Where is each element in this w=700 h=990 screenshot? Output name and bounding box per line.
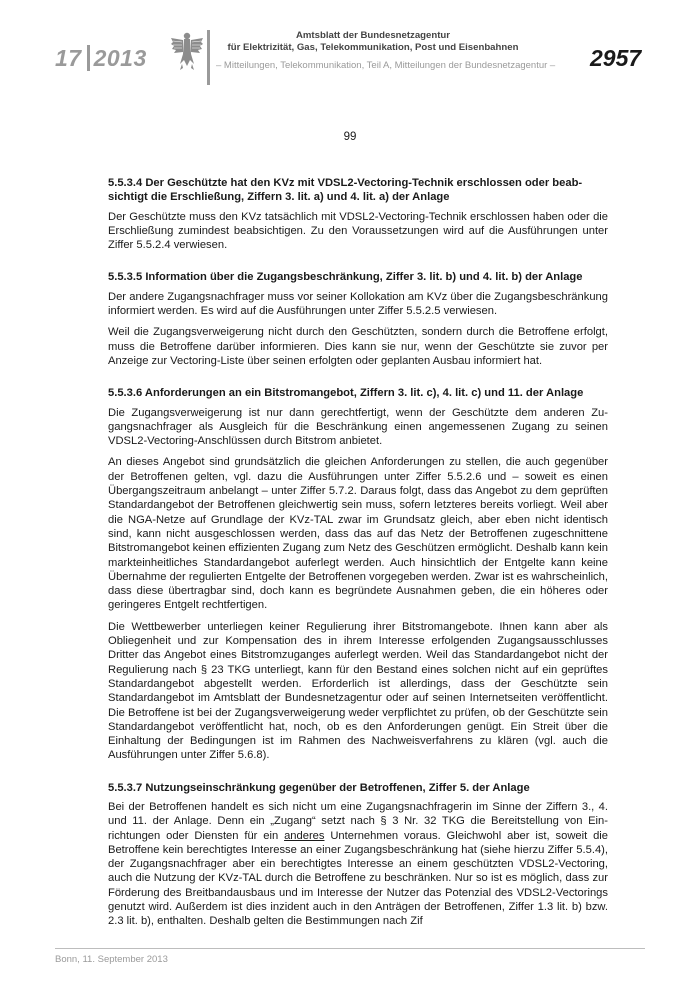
footer-place-date: Bonn, 11. September 2013 — [55, 954, 168, 965]
issue-number: 17 — [55, 45, 82, 71]
journal-title — [218, 30, 528, 54]
paragraph: Der andere Zugangsnachfrager muss vor seiner Kollokation am KVz über die Zugangsbeschränkung informiert werden. Es wird auf die Ausführungen unter Ziffer 5.5.2.5 verwiesen. — [108, 290, 608, 318]
paragraph-text: Unternehmen voraus. Gleichwohl aber ist, soweit die Betroffene kein berechtigtes Interesse an einer Zugangsbeschränkung hat (siehe hierzu Ziffer 5.5.4), der Zugangsnachfrager aber ein berechtigtes Interesse an einem geschützten VDSL2-Vectoring, auch die Nutzung der KVz-TAL durch die Betroffene zu beschränken. Nur so ist es möglich, dass zur Förderung des Breitbandausbaus und im Interesse der Nutzer das Potenzial des VDSL2-Vectorings genutzt wird. Außerdem ist dies inzident auch in den Anträgen der Betroffenen, Ziffer 1.3 lit. b) bzw. 2.3 lit. b), enthalten. Deshalb gelten die Bestimmungen nach Zif — [108, 829, 609, 928]
document-body — [108, 176, 608, 936]
footer-divider — [55, 948, 645, 949]
paragraph: Der Geschützte muss den KVz tatsächlich mit VDSL2-Vectoring-Technik erschlossen haben oder die Erschließung zumindest beabsichtigen. Zu den Voraussetzungen wird auf die Ausführungen unter Ziffer 5.5.2.4 verwiesen. — [108, 210, 608, 252]
section-heading: 5.5.3.5 Information über die Zugangsbeschränkung, Ziffer 3. lit. b) und 4. lit. b) der Anlage — [108, 271, 583, 284]
paragraph: Die Zugangsverweigerung ist nur dann gerechtfertigt, wenn der Geschützte dem anderen Zugangsnachfrager als Ausgleich für die Beschränkung einen angemessenen Zugang zu seinen VDSL2-Vectoring-Anschlüssen durch Bitstrom anbietet. — [108, 406, 608, 448]
underlined-word: anderes — [284, 829, 325, 842]
section-5-5-3-7 — [108, 781, 608, 929]
journal-page-number: 2957 — [590, 45, 642, 71]
section-5-5-3-5 — [108, 270, 608, 368]
journal-subtitle: – Mitteilungen, Telekommunikation, Teil A, Mitteilungen der Bundesnetzagentur – — [216, 60, 556, 71]
section-heading: 5.5.3.7 Nutzungseinschränkung gegenüber der Betroffenen, Ziffer 5. der Anlage — [108, 781, 530, 794]
paragraph — [108, 800, 608, 929]
paragraph: Die Wettbewerber unterliegen keiner Regulierung ihrer Bitstromangebote. Ihnen kann aber als Obliegenheit und zur Kompensation des in ihrem Interesse erfolgenden Zugangsausschlusses Dritter das Angebot eines Bitstromzuganges auferlegt werden. Weil das Standardangebot nicht der Regulierung nach § 23 TKG unterliegt, kann für den Bestand eines solchen nicht auf ein geprüftes Standardangebot abgestellt werden. Erforderlich ist allerdings, dass der Geschützte sein Standardangebot im Amtsblatt der Bundesnetzagentur oder auf seinen Internetseiten veröffentlicht. Die Betroffene ist bei der Zugangsverweigerung weder verpflichtet zu prüfen, ob der Geschützte sein Standardangebot veröffentlicht hat, noch, ob es den Anforderungen genügt. Ein Streit über die Einhaltung der Bedingungen ist im Rahmen des Nachweisverfahrens zu klären (vgl. auch die Ausführungen unter Ziffer 5.6.8). — [108, 620, 608, 762]
journal-title-line1: Amtsblatt der Bundesnetzagentur — [295, 30, 451, 41]
issue-year: 2013 — [93, 45, 147, 71]
paragraph: An dieses Angebot sind grundsätzlich die gleichen Anforderungen zu stellen, die auch gegenüber der Betroffenen gelten, vgl. dazu die Ausführungen unter Ziffer 5.5.2.6 und – soweit es einen Übergangszeitraum anbelangt – unter Ziffer 5.7.2. Daraus folgt, dass das Angebot zu dem geprüften Standardangebot der Betroffenen gleichwertig sein muss, sofern letzteres bereits vorliegt. Weil aber die NGA-Netze auf Grundlage der KVz-TAL zwar im Grundsatz gleich, aber eben nicht identisch sind, kann nicht ausgeschlossen werden, dass das auf das Netz der Betroffenen zugeschnittene Bitstromangebot keinen effizienten Zugang zum Netz des Geschützen ermöglicht. Deshalb kann kein markteinheitliches Standardangebot auferlegt werden. Auch hinsichtlich der Entgelte kann keine Übernahme der regulierten Entgelte der Betroffenen vorgegeben werden. Zwar ist es wahrscheinlich, dass diese übertragbar sind, doch kann es begründete Ausnahmen geben, die ein höheres oder geringeres Entgelt rechtfertigen. — [108, 456, 608, 612]
section-heading: 5.5.3.6 Anforderungen an ein Bitstromangebot, Ziffern 3. lit. c), 4. lit. c) und 11. der Anlage — [108, 387, 584, 400]
paragraph: Weil die Zugangsverweigerung nicht durch den Geschützten, sondern durch die Betroffene erfolgt, muss die Betroffene darüber informieren. Dies kann sie nur, wenn der Geschützte sie zuvor per Anzeige zur Vectoring-Liste über seinen erfolgten oder geplanten Ausbau informiert hat. — [108, 326, 608, 367]
section-5-5-3-4 — [108, 176, 608, 252]
header-divider — [207, 30, 210, 85]
issue-label — [55, 45, 147, 72]
federal-eagle-icon — [170, 30, 204, 72]
document-page-number: 99 — [343, 131, 357, 143]
section-heading: 5.5.3.4 Der Geschützte hat den KVz mit VDSL2-Vectoring-Technik erschlossen oder beabsichtigt die Erschließung, Ziffern 3. lit. a) und 4. lit. a) der Anlage — [108, 177, 583, 204]
paragraph-text: Bei der Betroffenen handelt es sich nicht um eine Zugangsnachfragerin im Sinne der Ziffern 3., 4. und 11. der Anlage. Denn ein „Zugang“ setzt nach § 3 Nr. 32 TKG die Bereitstellung von Einrichtungen oder Diensten für ein — [108, 800, 608, 842]
section-5-5-3-6 — [108, 386, 608, 762]
issue-divider — [87, 45, 90, 71]
journal-title-line2: für Elektrizität, Gas, Telekommunikation, Post und Eisenbahnen — [227, 42, 519, 53]
